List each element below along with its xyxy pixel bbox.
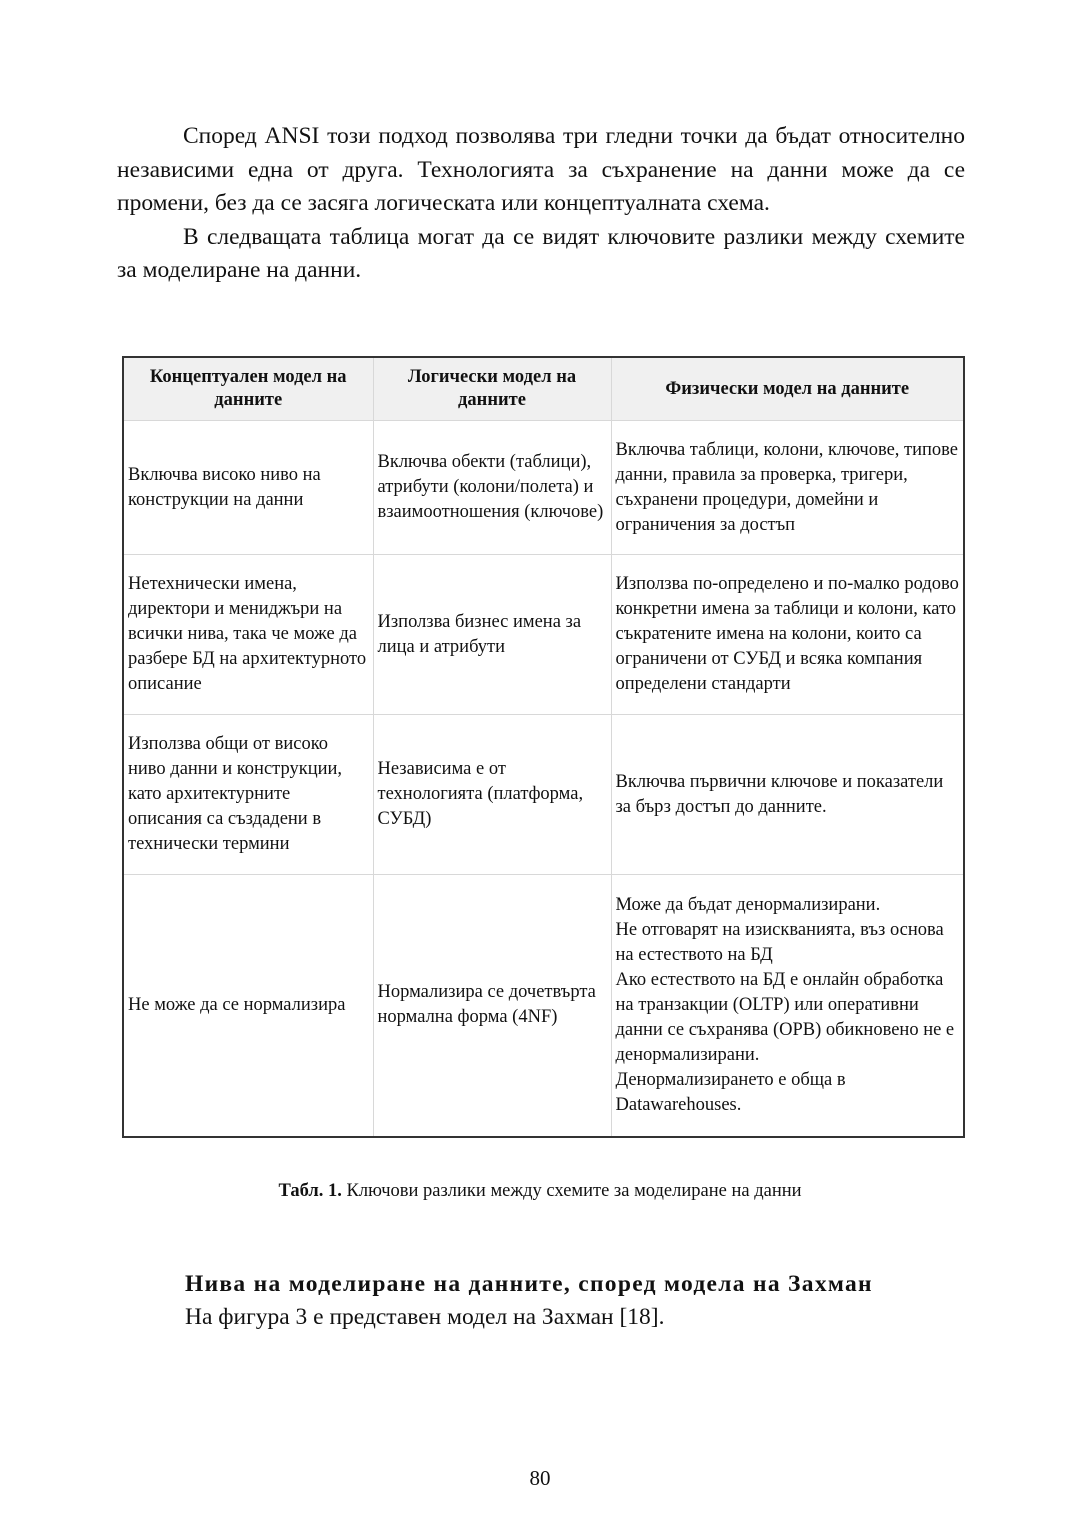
comparison-table-container [122, 356, 963, 1138]
cell-conceptual: Не може да се нормализира [123, 875, 373, 1137]
cell-conceptual: Използва общи от високо ниво данни и конструкции, като архитектурните описания са създадени в технически термини [123, 715, 373, 875]
caption-text: Ключови разлики между схемите за моделиране на данни [341, 1181, 802, 1201]
intro-paragraph-1: Според ANSI този подход позволява три гледни точки да бъдат относително независими една от друга. Технологията за съхранение на данни може да се промени, без да се засяга логическата или концептуалната схема. [117, 123, 965, 216]
cell-physical-text: Може да бъдат денормализирани. Не отговарят на изискванията, въз основа на естеството на БД Ако естеството на БД е онлайн обработка на транзакции (OLTP) или оперативни данни се съхранява (ОРВ) обикновено не е денормализирани. Денормализирането е обща в Datawarehouses. [615, 894, 955, 1115]
cell-physical: Използва по-определено и по-малко родово конкретни имена за таблици и колони, като съкратените имена на колони, които са ограничени от СУБД и всяка компания определени стандарти [611, 555, 964, 715]
intro-paragraph-2: В следващата таблица могат да се видят ключовите разлики между схемите за моделиране на данни. [117, 223, 965, 283]
header-conceptual: Концептуален модел на данните [123, 357, 373, 421]
header-logical: Логически модел на данните [373, 357, 611, 421]
page-number: 80 [529, 1466, 551, 1490]
cell-logical: Нормализира се дочетвърта нормална форма (4NF) [373, 875, 611, 1137]
caption-label: Табл. 1. [278, 1181, 342, 1201]
comparison-table [122, 356, 965, 1138]
table-row [123, 555, 964, 715]
table-row [123, 875, 964, 1137]
cell-logical: Независима е от технологията (платформа, СУБД) [373, 715, 611, 875]
section-text: На фигура 3 е представен модел на Захман [18]. [185, 1304, 665, 1330]
table-row [123, 715, 964, 875]
cell-physical: Включва таблици, колони, ключове, типове данни, правила за проверка, тригери, съхранени процедури, домейни и ограничения за достъп [611, 421, 964, 555]
header-physical: Физически модел на данните [611, 357, 964, 421]
cell-conceptual: Включва високо ниво на конструкции на данни [123, 421, 373, 555]
cell-conceptual: Нетехнически имена, директори и мениджъри на всички нива, така че може да разбере БД на архитектурното описание [123, 555, 373, 715]
intro-text [117, 120, 965, 288]
cell-physical [611, 875, 964, 1137]
cell-logical: Включва обекти (таблици), атрибути (колони/полета) и взаимоотношения (ключове) [373, 421, 611, 555]
table-header-row [123, 357, 964, 421]
cell-logical: Използва бизнес имена за лица и атрибути [373, 555, 611, 715]
table-row [123, 421, 964, 555]
section-heading: Нива на моделиране на данните, според модела на Захман [185, 1271, 873, 1297]
section-block [185, 1268, 965, 1334]
cell-physical: Включва първични ключове и показатели за бърз достъп до данните. [611, 715, 964, 875]
table-caption [0, 1181, 1080, 1202]
